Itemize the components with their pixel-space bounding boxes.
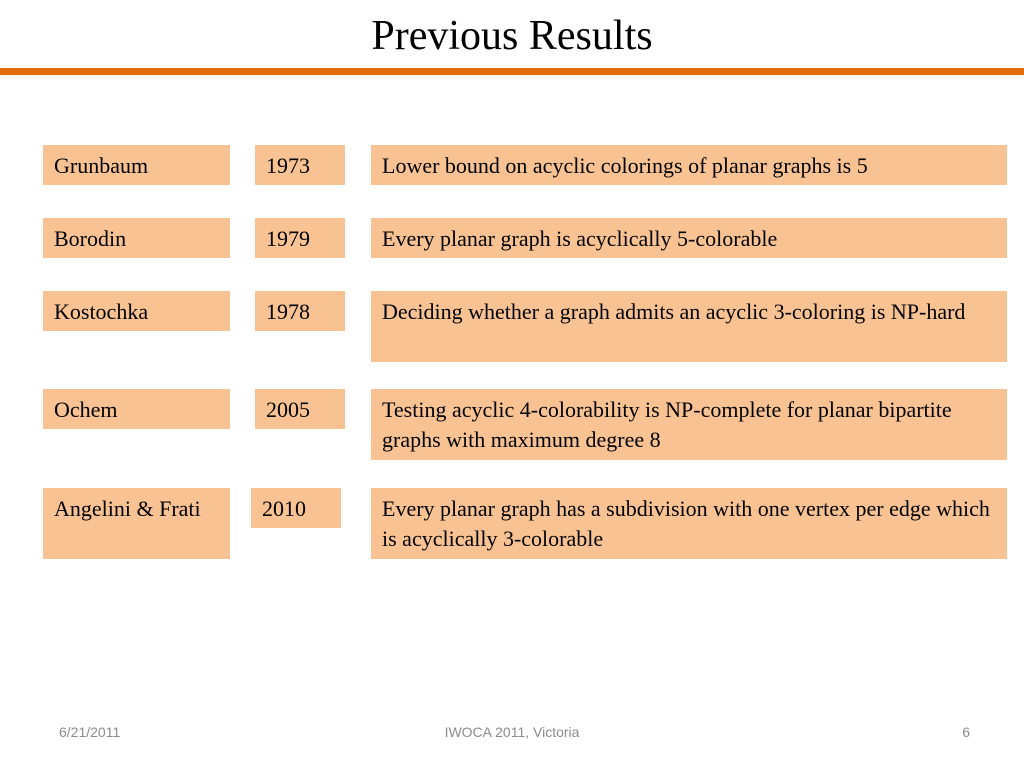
year-cell: 2005 (254, 388, 346, 430)
result-cell: Every planar graph is acyclically 5-colorable (370, 217, 1008, 259)
title-divider (0, 68, 1024, 75)
result-cell: Deciding whether a graph admits an acyclic 3-coloring is NP-hard (370, 290, 1008, 363)
author-cell: Grunbaum (42, 144, 231, 186)
author-cell: Ochem (42, 388, 231, 430)
year-cell: 1978 (254, 290, 346, 332)
author-cell: Angelini & Frati (42, 487, 231, 560)
year-cell: 1973 (254, 144, 346, 186)
result-cell: Testing acyclic 4-colorability is NP-complete for planar bipartite graphs with maximum degree 8 (370, 388, 1008, 461)
year-cell: 2010 (250, 487, 342, 529)
footer-venue: IWOCA 2011, Victoria (444, 724, 580, 740)
author-cell: Borodin (42, 217, 231, 259)
author-cell: Kostochka (42, 290, 231, 332)
result-cell: Lower bound on acyclic colorings of planar graphs is 5 (370, 144, 1008, 186)
result-cell: Every planar graph has a subdivision with one vertex per edge which is acyclically 3-colorable (370, 487, 1008, 560)
slide-title: Previous Results (371, 13, 653, 59)
year-cell: 1979 (254, 217, 346, 259)
page-number: 6 (962, 724, 970, 740)
footer-date: 6/21/2011 (59, 724, 121, 740)
